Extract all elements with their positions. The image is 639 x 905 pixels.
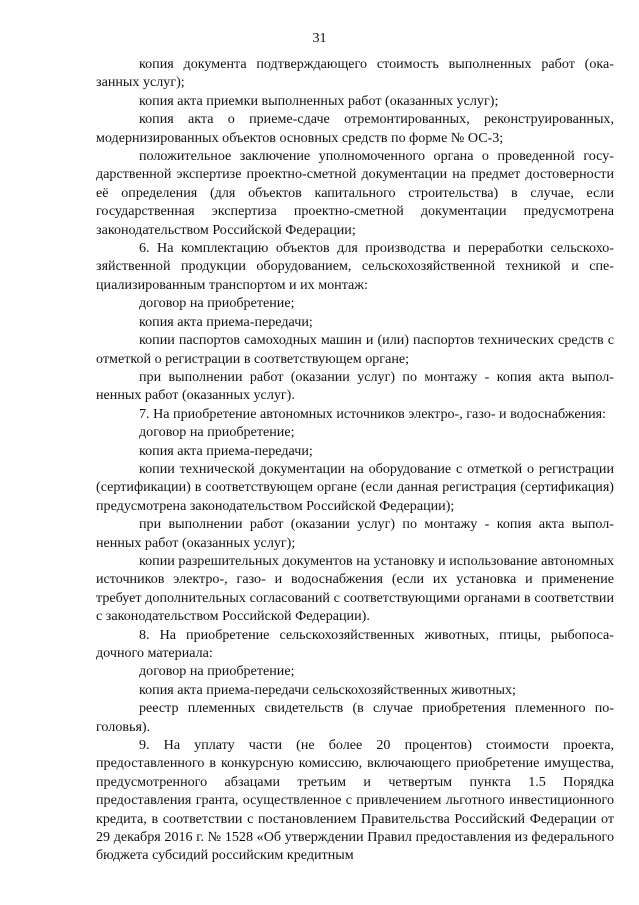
page-number: 31 bbox=[312, 31, 327, 46]
paragraph: договор на приобретение; bbox=[139, 295, 295, 312]
paragraph: копия акта приемки выполненных работ (оказанных услуг); bbox=[139, 92, 499, 109]
paragraph: копия акта приема-передачи; bbox=[139, 313, 313, 330]
paragraph: копия акта приема-передачи; bbox=[139, 442, 313, 459]
paragraph: положительное заключение уполномоченного органа о проведенной государственной экспертизе проектно-сметной документации на предмет достоверности её определения (для объектов капитального строительства) в случае, если государственная экспертиза проектно-сметной документации предусмотрена законодательством Российской Федерации; bbox=[96, 148, 614, 238]
paragraph: копия акта приема-передачи сельскохозяйственных животных; bbox=[139, 681, 516, 698]
paragraph: при выполнении работ (оказании услуг) по монтажу - копия акта выполненных работ (оказанных услуг). bbox=[96, 368, 614, 404]
paragraph: 7. На приобретение автономных источников электро-, газо- и водоснабжения: bbox=[139, 405, 607, 422]
paragraph: при выполнении работ (оказании услуг) по монтажу - копия акта выполненных работ (оказанных услуг); bbox=[96, 516, 614, 551]
document-body bbox=[96, 55, 614, 865]
paragraph: реестр племенных свидетельств (в случае приобретения племенного поголовья). bbox=[96, 700, 614, 735]
paragraph: копии паспортов самоходных машин и (или) паспортов технических средств с отметкой о регистрации в соответствующем органе; bbox=[96, 332, 614, 367]
paragraph: копии технической документации на оборудование с отметкой о регистрации (сертификации) в соответствующем органе (если данная регистрация (сертификация) предусмотрена законодательством Российской Федерации); bbox=[96, 460, 614, 514]
paragraph: договор на приобретение; bbox=[139, 424, 295, 441]
paragraph: 6. На комплектацию объектов для производства и переработки сельскохозяйственной продукции оборудованием, сельскохозяйственной техникой и специализированным транспортом и их монтаж: bbox=[96, 240, 614, 293]
paragraph: 8. На приобретение сельскохозяйственных животных, птицы, рыбопосадочного материала: bbox=[96, 626, 614, 661]
paragraph: 9. На уплату части (не более 20 процентов) стоимости проекта, предоставленного в конкурсную комиссию, включающего приобретение имущества, предусмотренного абзацами третьим и четвертым пункта 1.5 Порядка предоставления гранта, осуществленное с привлечением льготного инвестиционного кредита, в соответствии с постановлением Правительства Российский Федерации от 29 декабря 2016 г. № 1528 «Об утверждении Правил предоставления из федерального бюджета субсидий российским кредитным bbox=[96, 737, 614, 864]
paragraph: копия акта о приеме-сдаче отремонтированных, реконструированных, модернизированных объектов основных средств по форме № ОС-3; bbox=[96, 111, 614, 146]
paragraph: договор на приобретение; bbox=[139, 663, 295, 680]
paragraph: копии разрешительных документов на установку и использование автономных источников электро-, газо- и водоснабжения (если их установка и применение требует дополнительных согласований с соответствующими органами в соответствии с законодательством Российской Федерации). bbox=[96, 552, 614, 625]
paragraph: копия документа подтверждающего стоимость выполненных работ (оказанных услуг); bbox=[96, 56, 614, 91]
